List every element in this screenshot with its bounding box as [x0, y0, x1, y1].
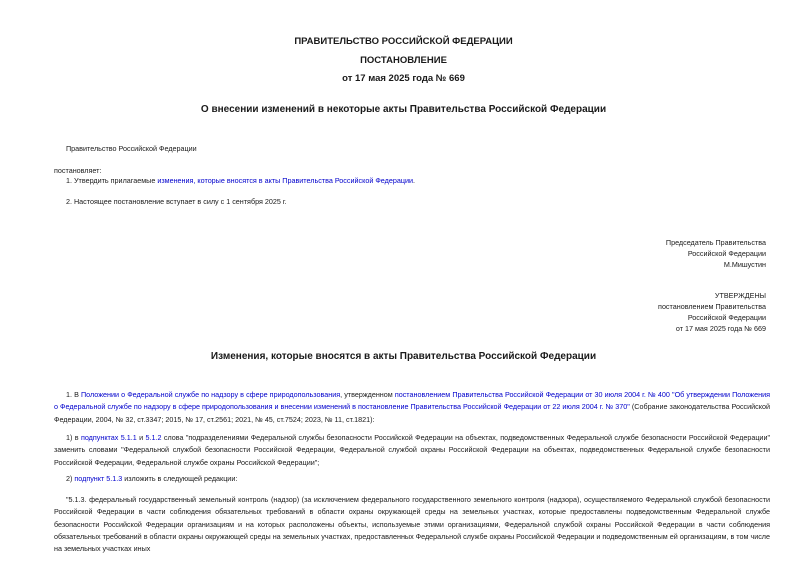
paragraph-4: "5.1.3. федеральный государственный земельный контроль (надзор) (за исключением федерального государственного земельного контроля (надзора), осуществляемого Федеральной службой безопасности Российской Федерации в части соблюдения обязательных требований в области охраны окружающей среды на земельных участках, которые предоставлены подведомственным Федеральной службе безопасности Российской Федерации организациям и на которых расположены объекты, используемые этими организациями, Федеральной службой охраны Российской Федерации в части соблюдения обязательных требований в области охраны окружающей среды на земельных участках, предоставленных Федеральной службе охраны Российской Федерации и подведомственным ей организациям, в том числе на земельных участках иных	[54, 495, 770, 554]
signature-title: Председатель Правительства	[665, 238, 766, 247]
paragraph-3: 2) подпункт 5.1.3 изложить в следующей редакции:	[66, 474, 238, 483]
paragraph-1: 1. В Положении о Федеральной службе по надзору в сфере природопользования, утвержденном постановлением Правительства Российской Федерации от 30 июля 2004 г. № 400 "Об утверждении Положения о Федеральной службе по надзору в сфере природопользования и внесении изменений в постановление Правительства Российской Федерации от 22 июля 2004 г. № 370" (Собрание законодательства Российской Федерации, 2004, № 32, ст.3347; 2015, № 17, ст.2561; 2021, № 45, ст.7524; 2023, № 11, ст.1821):	[54, 390, 770, 424]
subject-text: Правительство Российской Федерации	[66, 144, 197, 153]
subparagraph-5-1-2-link[interactable]: 5.1.2	[145, 433, 162, 442]
signature-org: Российской Федерации	[687, 249, 766, 258]
changes-link[interactable]: изменения, которые вносятся в акты Правительства Российской Федерации	[157, 176, 413, 185]
signature-name: М.Мишустин	[723, 260, 766, 269]
item-1: 1. Утвердить прилагаемые изменения, которые вносятся в акты Правительства Российской Федерации.	[66, 176, 415, 185]
document-title: О внесении изменений в некоторые акты Правительства Российской Федерации	[200, 104, 607, 115]
changes-title: Изменения, которые вносятся в акты Правительства Российской Федерации	[210, 351, 597, 362]
approval-org: Российской Федерации	[687, 313, 766, 322]
subparagraph-5-1-1-link[interactable]: подпунктах 5.1.1	[80, 433, 137, 442]
approval-label: УТВЕРЖДЕНЫ	[714, 291, 766, 300]
regulation-link[interactable]: Положении о Федеральной службе по надзору в сфере природопользования	[81, 390, 341, 399]
decree-400-link[interactable]: постановлением Правительства Российской Федерации от 30 июля 2004 г. № 400 "Об утверждении Положения о Федеральной службе по надзору в сфере природопользования и внесении изменений в постановление Правительства Российской Федерации от 22 июля 2004 г. № 370"	[54, 390, 770, 412]
approval-date: от 17 мая 2025 года № 669	[675, 324, 766, 333]
resolves-text: постановляет:	[54, 166, 102, 175]
subparagraph-5-1-3-link[interactable]: подпункт 5.1.3	[74, 474, 123, 483]
org-heading: ПРАВИТЕЛЬСТВО РОССИЙСКОЙ ФЕДЕРАЦИИ	[294, 36, 513, 47]
approval-by: постановлением Правительства	[658, 302, 766, 311]
paragraph-2: 1) в подпунктах 5.1.1 и 5.1.2 слова "подразделениями Федеральной службы безопасности Российской Федерации на объектах, подведомственных Федеральной службе безопасности Российской Федерации" заменить словами "Федеральной службой безопасности Российской Федерации, Федеральной службой охраны Российской Федерации на объектах, подведомственных Федеральной службе безопасности Российской Федерации, Федеральной службе охраны Российской Федерации";	[54, 433, 771, 467]
item-2: 2. Настоящее постановление вступает в силу с 1 сентября 2025 г.	[66, 197, 287, 206]
date-number: от 17 мая 2025 года № 669	[342, 73, 465, 84]
doc-type-heading: ПОСТАНОВЛЕНИЕ	[360, 55, 447, 66]
